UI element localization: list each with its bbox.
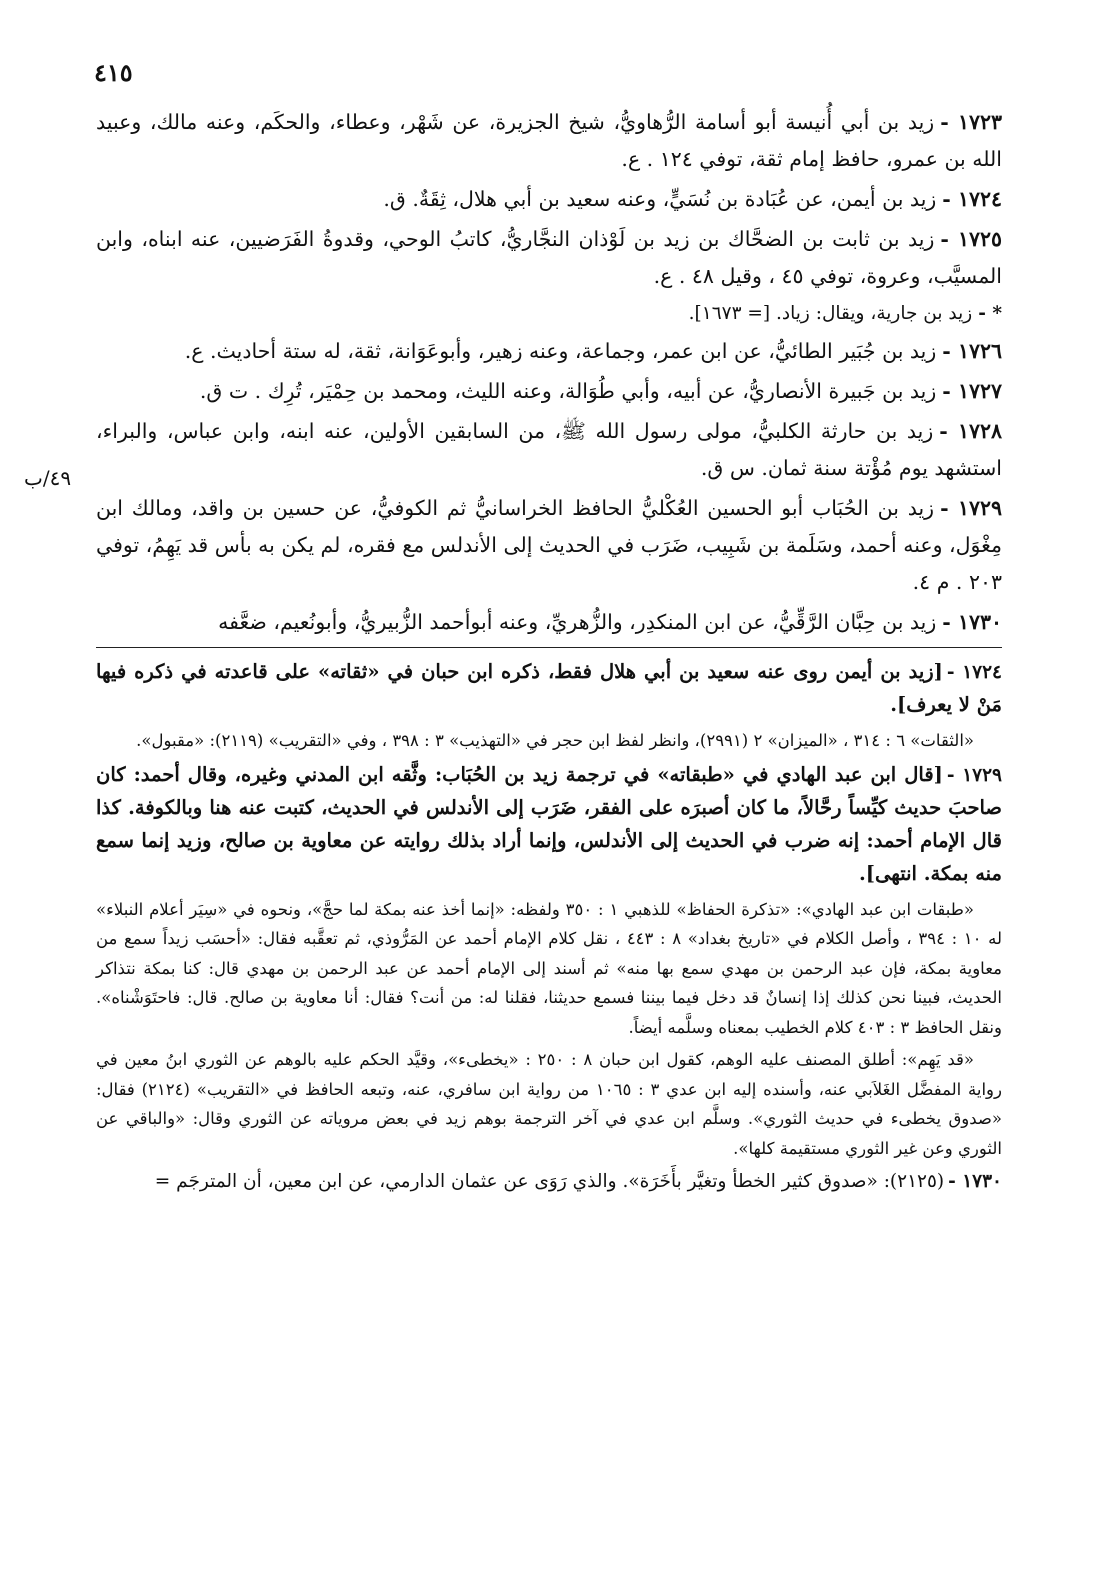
entry-1726 — [96, 333, 1002, 370]
footnote-paragraph: «طبقات ابن عبد الهادي»: «تذكرة الحفاظ» للذهبي ١ : ٣٥٠ ولفظه: «إنما أخذ عنه بمكة لما حجَّ»، ونحوه في «سِيَر أعلام النبلاء» له ١٠ : ٣٩٤ ، وأصل الكلام في «تاريخ بغداد» ٨ : ٤٤٣ ، نقل كلام الإمام أحمد عن المَرُّوذي، ثم تعقَّبه فقال: «أحسَب زيداً سمع من معاوية بمكة، فإن عبد الرحمن بن مهدي سمع بها منه» ثم أسند إلى الإمام أحمد عن عبد الرحمن بن مهدي قال: كنا بمكة نتذاكر الحديث، فبينا نحن كذلك إذا إنسانٌ قد دخل فيما بيننا فسمع حديثنا، فقلنا له: من أنت؟ فقال: أنا معاوية بن صالح. قال: فاحتَوَشْناه». ونقل الحافظ ٣ : ٤٠٣ كلام الخطيب بمعناه وسلَّمه أيضاً. — [96, 899, 1002, 1037]
footnote-number: ١٧٣٠ - — [948, 1171, 1002, 1192]
entry-text: زيد بن الحُبَاب أبو الحسين العُكْليُّ الحافظ الخراسانيُّ ثم الكوفيُّ، عن حسين بن واقد، ومالك ابن مِغْوَل، وعنه أحمد، وسَلَمة بن شَبِيب، ضَرَب في الحديث إلى الأندلس مع فقره، لم يكن به بأس قد يَهِمُ، توفي ٢٠٣ . م ٤. — [95, 496, 1002, 594]
entry-text: زيد بن حارثة الكلبيُّ، مولى رسول الله ﷺ، من السابقين الأولين، عنه ابنه، وابن عباس، والبراء، استشهد يوم مُؤْتة سنة ثمان. س ق. — [96, 419, 1002, 480]
footnote-divider — [96, 647, 1002, 648]
footnote-1730 — [96, 1166, 1002, 1198]
entry-text: زيد بن جارية، ويقال: زياد. [= ١٦٧٣]. — [688, 303, 973, 324]
entry-text: زيد بن أبي أُنيسة أبو أسامة الرُّهاويُّ، شيخ الجزيرة، عن شَهْر، وعطاء، والحكَم، وعنه مالك، وعبيد الله بن عمرو، حافظ إمام ثقة، توفي ١٢٤ . ع. — [96, 110, 1002, 171]
entry-text: زيد بن ثابت بن الضحَّاك بن زيد بن لَوْذان النجَّاريُّ، كاتبُ الوحي، وقدوةُ الفَرَضيين، عنه ابناه، وابن المسيَّب، وعروة، توفي ٤٥ ، وقيل ٤٨ . ع. — [96, 227, 1002, 288]
entry-number: ١٧٢٣ - — [940, 110, 1002, 134]
entry-number: ١٧٢٩ - — [940, 496, 1002, 520]
footnotes — [96, 656, 1002, 1198]
entry-text: زيد بن جُبَير الطائيُّ، عن ابن عمر، وجماعة، وعنه زهير، وأبوعَوَانة، ثقة، له ستة أحاديث. ع. — [184, 339, 937, 363]
entry-text: زيد بن حِبَّان الرَّقِّيُّ، عن ابن المنكدِر، والزُّهريِّ، وعنه أبوأحمد الزُّبيريُّ، وأبونُعيم، ضعَّفه — [218, 610, 937, 634]
footnote-number: ١٧٢٩ - — [946, 764, 1002, 786]
entry-number: ١٧٢٤ - — [942, 187, 1002, 211]
entry-number: ١٧٢٨ - — [939, 419, 1002, 443]
entry-1729 — [96, 490, 1002, 601]
entry-1728 — [96, 413, 1002, 487]
entry-number: * - — [978, 303, 1002, 324]
entry-text: زيد بن جَبيرة الأنصاريُّ، عن أبيه، وأبي طُوَالة، وعنه الليث، ومحمد بن حِمْيَر، تُرِك . ت ق. — [199, 379, 937, 403]
footnote-1724 — [96, 656, 1002, 722]
entry-1725 — [96, 221, 1002, 295]
entry-number: ١٧٢٥ - — [940, 227, 1002, 251]
entry-cross-reference — [96, 298, 1002, 330]
footnote-1729 — [96, 759, 1002, 891]
margin-note: ٤٩/ب — [24, 466, 72, 490]
main-text — [96, 104, 1002, 1202]
entry-number: ١٧٢٧ - — [942, 379, 1002, 403]
footnote-text: (٢١٢٥): «صدوق كثير الخطأ وتغيَّر بأَخَرَة». والذي رَوَى عن عثمان الدارمي، عن ابن معين، أن المترجَم = — [154, 1171, 945, 1192]
entry-number: ١٧٣٠ - — [942, 610, 1002, 634]
footnote-paragraph: «الثقات» ٦ : ٣١٤ ، «الميزان» ٢ (٢٩٩١)، وانظر لفظ ابن حجر في «التهذيب» ٣ : ٣٩٨ ، وفي «التقريب» (٢١١٩): «مقبول». — [136, 731, 974, 750]
footnote-number: ١٧٢٤ - — [946, 662, 1002, 683]
entry-number: ١٧٢٦ - — [942, 339, 1002, 363]
page-number: ٤١٥ — [94, 58, 133, 87]
footnote-paragraph: «قد يَهِم»: أطلق المصنف عليه الوهم، كقول ابن حبان ٨ : ٢٥٠ : «يخطىء»، وقيَّد الحكم عليه بالوهم عن الثوري ابنُ معين في رواية المفضَّل الغَلاَبي عنه، وأسنده إليه ابن عدي ٣ : ١٠٦٥ من رواية ابن سافري، عنه، وتبعه الحافظ في «التقريب» (٢١٢٤) فقال: «صدوق يخطىء في حديث الثوري». وسلَّم ابن عدي في آخر الترجمة بوهم زيد في بعض مروياته عن الثوري وقال: «والباقي عن الثوري وعن غير الثوري مستقيمة كلها». — [96, 1050, 1002, 1158]
footnote-bold-text: [زيد بن أيمن روى عنه سعيد بن أبي هلال فقط، ذكره ابن حبان في «ثقاته» على قاعدته في ذكره فيها مَنْ لا يعرف]. — [96, 660, 1002, 716]
entry-1730 — [96, 604, 1002, 641]
entry-1724 — [96, 181, 1002, 218]
footnote-bold-text: [قال ابن عبد الهادي في «طبقاته» في ترجمة زيد بن الحُبَاب: وثَّقه ابن المدني وغيره، وقال أحمد: كان صاحبَ حديث كيِّساً رحَّالاً، ما كان أصبرَه على الفقر، ضَرَب إلى الأندلس في الحديث، كتبت عنه هنا وبالكوفة. كذا قال الإمام أحمد: إنه ضرب في الحديث إلى الأندلس، وإنما أراد بذلك روايته عن معاوية بن صالح، وزيد إنما سمع منه بمكة. انتهى]. — [96, 762, 1002, 885]
entries-list — [96, 104, 1002, 641]
entry-1727 — [96, 373, 1002, 410]
entry-text: زيد بن أيمن، عن عُبَادة بن نُسَيٍّ، وعنه سعيد بن أبي هلال، ثِقَةٌ. ق. — [383, 187, 937, 211]
entry-1723 — [96, 104, 1002, 178]
